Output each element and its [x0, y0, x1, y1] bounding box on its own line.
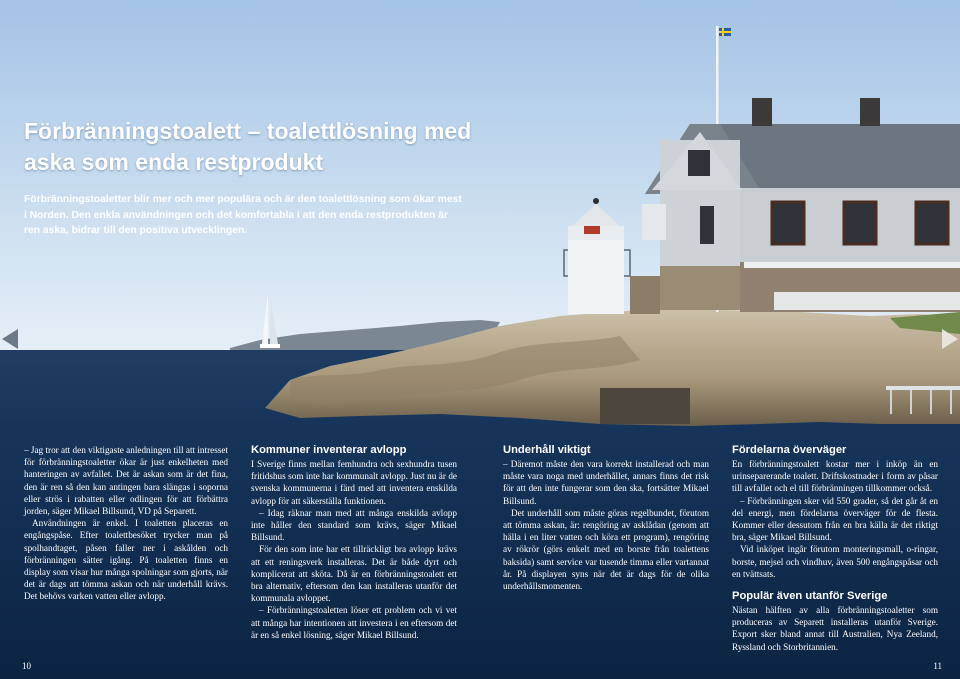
paragraph: Användningen är enkel. I toaletten placeras en engångspåse. Efter toalettbesöket trycker man på spolhandtaget, påsen faller ner i askålden och förbränningen sätter igång. På toaletten finns en display som visar hur många spolningar som gjorts, när det är dags att tömma askan och när underhåll krävs. Det behövs varken vatten eller avlopp. [24, 518, 228, 602]
paragraph: – Förbränningen sker vid 550 grader, så det går åt en del energi, men fördelarna överväger för de flesta. Kommer eller dessutom från en bra källa är det riktigt bra, säger Mikael Billsund. [732, 495, 938, 543]
paragraph: – Förbränningstoaletten löser ett problem och vi vet att många har intentionen att investera i en eftersom det är en så enkel lösning, säger Mikael Billsund. [251, 605, 457, 640]
paragraph: Nästan hälften av alla förbränningstoaletter som produceras av Separett installeras utanför Sverige. Export sker bland annat till Australien, Nya Zeeland, Ryssland och Storbritannien. [732, 605, 938, 652]
page-number-left: 10 [22, 661, 31, 671]
article-column-2 [251, 443, 457, 641]
article-column-1 [24, 444, 228, 603]
article-column-3 [503, 443, 709, 592]
triangle-right-icon[interactable] [942, 329, 958, 349]
paragraph: Vid inköpet ingår förutom monteringsmall, o-ringar, borste, mejsel och vindhuv, även 500 engångspåsar och en tvättsats. [732, 544, 938, 579]
house [642, 98, 960, 312]
page-title: Förbränningstoalett – toalettlösning med aska som enda restprodukt [24, 118, 472, 175]
paragraph: – Däremot måste den vara korrekt installerad och man måste vara noga med underhållet, annars finns det risk för att den inte fungerar som den ska, fortsätter Mikael Billsund. [503, 459, 709, 506]
section-heading: Populär även utanför Sverige [732, 590, 888, 603]
paragraph: I Sverige finns mellan femhundra och sexhundra tusen fritidshus som inte har kommunalt avlopp. Just nu är de svenska kommunerna i färd med att inventera enskilda avlopp för att säkerställa funktionen. [251, 459, 457, 506]
paragraph: Det underhåll som måste göras regelbundet, förutom att tömma askan, är: rengöring av asklådan (genom att hälla i en liter vatten och köra ett program), rengöring av rökrör (görs enkelt med en borste från toalettens baksida) samt service var tusende timma eller vartannat år. På displayen syns när det är dags för de olika underhållsmomenten. [503, 507, 709, 592]
section-heading: Kommuner inventerar avlopp [251, 444, 407, 456]
paragraph: En förbränningstoalett kostar mer i inköp än en urinseparerande toalett. Driftskostnader i form av påsar till avfallet och el till förbränningen tillkommer också. [732, 459, 938, 494]
lead-paragraph: Förbränningstoaletter blir mer och mer populära och är den toalettlösning som ökar mest i Norden. Den enkla användningen och det komfortabla i att den enda restprodukten är ren aska, bidrar till den positiva utvecklingen. [24, 194, 462, 236]
section-heading: Fördelarna överväger [732, 444, 847, 456]
stone-wall [600, 388, 690, 424]
section-heading: Underhåll viktigt [503, 444, 591, 456]
triangle-left-icon[interactable] [2, 329, 18, 349]
paragraph: – Idag räknar man med att många enskilda avlopp inte håller den standard som krävs, säger Mikael Billsund. [251, 507, 457, 543]
article-column-4 [732, 443, 938, 653]
page-number-right: 11 [933, 661, 942, 671]
paragraph: – Jag tror att den viktigaste anledningen till att intresset för förbränningstoaletter ökar är just enkelheten med hanteringen av avfallet. Det är askan som är det fina, den är ren så den kan antingen bara slängas i soporna eller strös i rabatten eller odlingen för att förbättra jorden, säger Mikael Billsund, VD på Separett. [24, 445, 228, 517]
paragraph: För den som inte har ett tillräckligt bra avlopp krävs att ett reningsverk installeras. Det är både dyrt och komplicerat att sköta. Då är en förbränningstoalett ett bra alternativ, eftersom den kan installeras utanför det kommunala avloppet. [251, 544, 457, 604]
